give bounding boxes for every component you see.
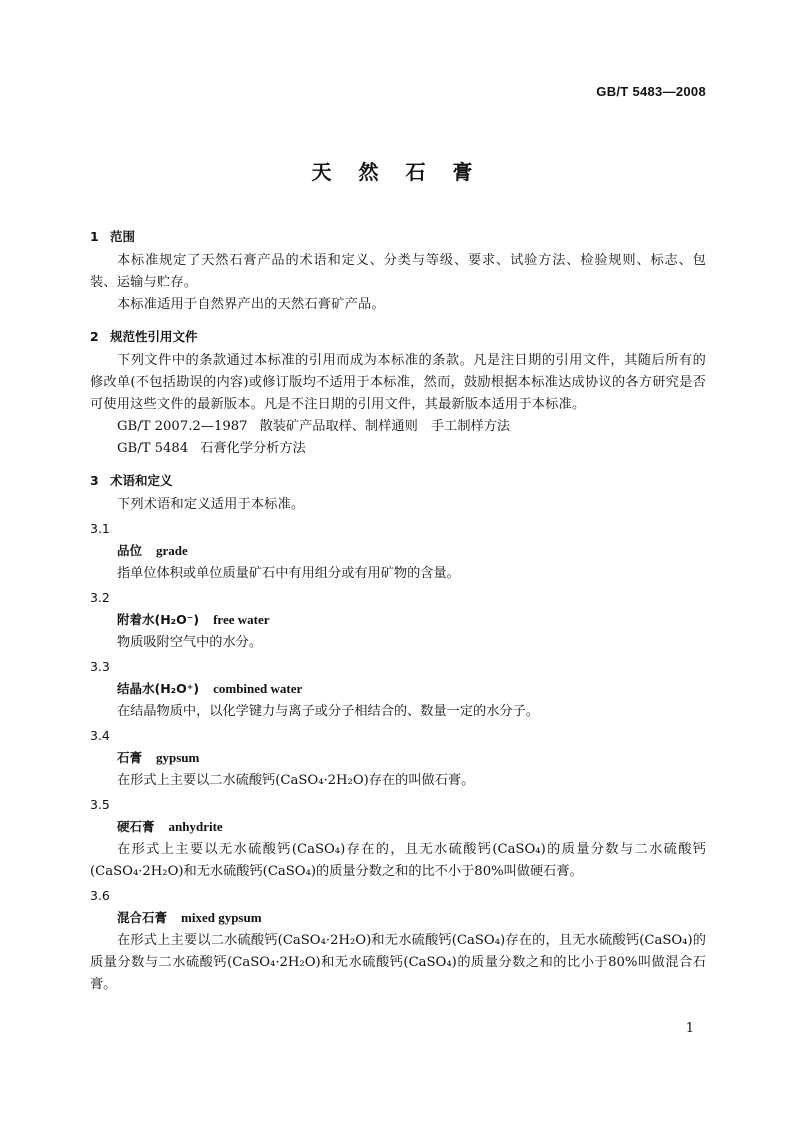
section-number: 2	[90, 329, 99, 344]
term-number: 3.6	[90, 888, 110, 903]
reference-title: 散装矿产品取样、制样通则 手工制样方法	[259, 419, 511, 434]
scope-paragraph: 本标准适用于自然界产出的天然石膏矿产品。	[117, 297, 385, 312]
section-title: 术语和定义	[110, 473, 173, 488]
term-en: anhydrite	[168, 819, 223, 834]
term-en: combined water	[213, 681, 303, 696]
standard-code: GB/T 5483—2008	[596, 84, 706, 99]
page-number: 1	[685, 1021, 694, 1036]
reference-title: 石膏化学分析方法	[200, 441, 306, 456]
term-cn: 附着水(H₂O⁻)	[117, 612, 200, 627]
section-title: 规范性引用文件	[110, 329, 198, 344]
term-definition: 在形式上主要以二水硫酸钙(CaSO₄·2H₂O)存在的叫做石膏。	[117, 773, 475, 788]
term-number: 3.3	[90, 659, 110, 674]
term-name	[90, 747, 706, 770]
normative-refs-paragraph: 下列文件中的条款通过本标准的引用而成为本标准的条款。凡是注日期的引用文件，其随后所有的修改单(不包括勘误的内容)或修订版均不适用于本标准，然而，鼓励根据本标准达成协议的各方研究是否可使用这些文件的最新版本。凡是不注日期的引用文件，其最新版本适用于本标准。	[90, 353, 706, 412]
scope-paragraph: 本标准规定了天然石膏产品的术语和定义、分类与等级、要求、试验方法、检验规则、标志、包装、运输与贮存。	[90, 253, 706, 290]
document-body	[90, 226, 706, 996]
term-en: grade	[156, 543, 188, 558]
section-number: 1	[90, 229, 99, 244]
document-title: 天 然 石 膏	[311, 160, 483, 184]
term-definition: 指单位体积或单位质量矿石中有用组分或有用矿物的含量。	[117, 566, 460, 581]
term-number: 3.1	[90, 521, 110, 536]
term-number: 3.2	[90, 590, 110, 605]
term-number: 3.5	[90, 797, 110, 812]
terms-intro: 下列术语和定义适用于本标准。	[117, 497, 305, 512]
term-name	[90, 907, 706, 930]
reference-code: GB/T 5484	[117, 441, 189, 456]
term-en: gypsum	[156, 750, 200, 765]
term-cn: 结晶水(H₂O⁺)	[117, 681, 200, 696]
section-heading-terms	[90, 470, 706, 492]
section-number: 3	[90, 473, 99, 488]
section-title: 范围	[110, 229, 136, 244]
term-definition: 在结晶物质中，以化学键力与离子或分子相结合的、数量一定的水分子。	[117, 704, 539, 719]
term-cn: 石膏	[117, 750, 143, 765]
term-definition: 物质吸附空气中的水分。	[117, 635, 263, 650]
term-en: free water	[213, 612, 270, 627]
term-name	[90, 609, 706, 632]
term-definition: 在形式上主要以无水硫酸钙(CaSO₄)存在的，且无水硫酸钙(CaSO₄)的质量分数与二水硫酸钙(CaSO₄·2H₂O)和无水硫酸钙(CaSO₄)的质量分数之和的比不小于80%叫做硬石膏。	[90, 842, 706, 879]
section-heading-normative-references	[90, 326, 706, 348]
term-cn: 品位	[117, 543, 143, 558]
term-cn: 混合石膏	[117, 910, 168, 925]
term-cn: 硬石膏	[117, 819, 155, 834]
reference-item	[90, 416, 706, 438]
reference-item	[90, 438, 706, 460]
term-name	[90, 540, 706, 563]
section-heading-scope	[90, 226, 706, 248]
term-definition: 在形式上主要以二水硫酸钙(CaSO₄·2H₂O)和无水硫酸钙(CaSO₄)存在的，且无水硫酸钙(CaSO₄)的质量分数与二水硫酸钙(CaSO₄·2H₂O)和无水硫酸钙(CaSO₄)的质量分数之和的比小于80%叫做混合石膏。	[90, 933, 706, 992]
term-en: mixed gypsum	[181, 910, 262, 925]
reference-code: GB/T 2007.2—1987	[117, 419, 248, 434]
term-number: 3.4	[90, 728, 110, 743]
term-name	[90, 816, 706, 839]
term-name	[90, 678, 706, 701]
